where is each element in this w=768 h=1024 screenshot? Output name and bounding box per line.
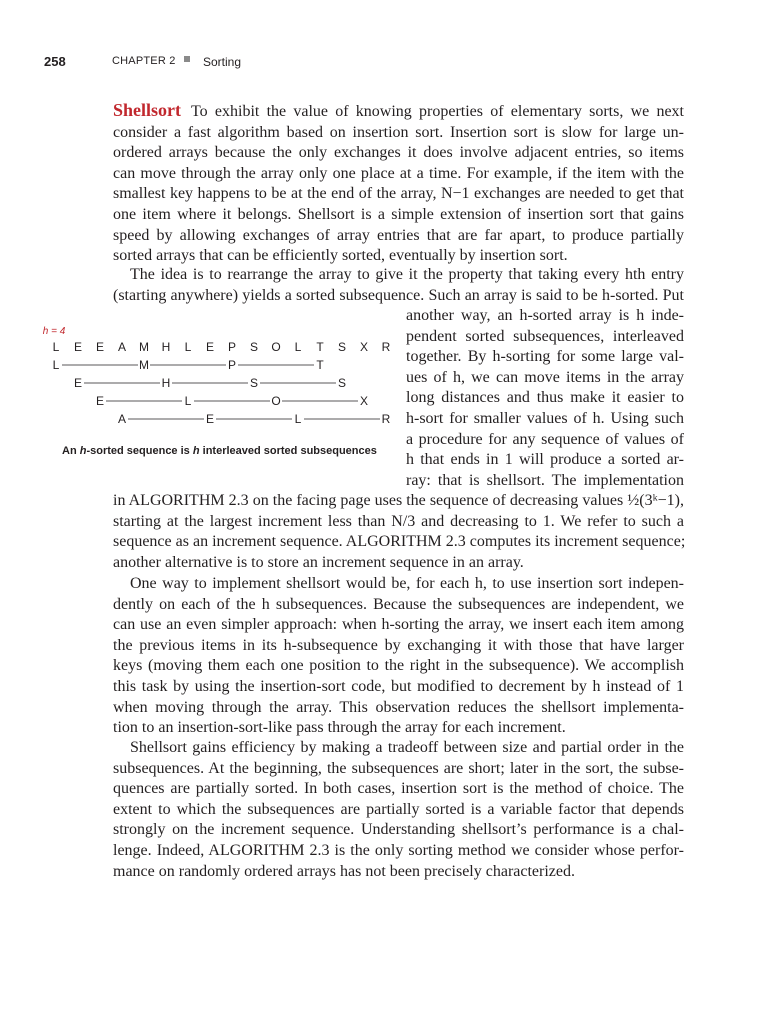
subsequence-element: R bbox=[381, 412, 391, 426]
text-line: Shellsort gains efficiency by making a tradeoff between size and partial order in the bbox=[130, 739, 684, 756]
array-element: S bbox=[249, 340, 259, 354]
array-element: L bbox=[294, 340, 302, 354]
subsequence-element: H bbox=[161, 376, 171, 390]
text-line: tion to an insertion-sort-like pass through the array for each increment. bbox=[113, 719, 566, 737]
h-sorted-figure bbox=[40, 322, 400, 462]
subsequence-element: L bbox=[52, 358, 60, 372]
array-element: A bbox=[117, 340, 127, 354]
text-line: h-sort for smaller values of h. Using such bbox=[406, 409, 684, 427]
subsequence-element: E bbox=[95, 394, 105, 408]
paragraph-implementation bbox=[113, 574, 684, 739]
chapter-label: CHAPTER 2 bbox=[112, 55, 176, 67]
subsequence-element: S bbox=[337, 376, 347, 390]
text-line: (starting anywhere) yields a sorted subsequence. Such an array is said to be h-sorted. Put bbox=[113, 286, 684, 304]
array-element: E bbox=[205, 340, 215, 354]
array-element: L bbox=[52, 340, 60, 354]
text-line: sorted arrays that can be efficiently sorted, eventually by insertion sort. bbox=[113, 247, 568, 265]
paragraph-shellsort-intro bbox=[113, 100, 684, 267]
text-line: a procedure for any sequence of values of bbox=[406, 430, 684, 448]
array-element: P bbox=[227, 340, 237, 354]
text-line: subsequences. At the beginning, the subsequences are short; later in the sort, the subse- bbox=[113, 759, 684, 777]
subsequence-element: S bbox=[249, 376, 259, 390]
subsequence-element: A bbox=[117, 412, 127, 426]
text-line: extent to which the subsequences are partially sorted is a variable factor that depends bbox=[113, 800, 684, 818]
text-line: mance on randomly ordered arrays has not been precisely characterized. bbox=[113, 862, 575, 880]
text-line: when moving through the array. This observation reduces the shellsort implementa- bbox=[113, 698, 684, 716]
page-number: 258 bbox=[44, 54, 66, 69]
section-label: Sorting bbox=[203, 55, 242, 69]
text-line: pendent sorted subsequences, interleaved bbox=[406, 327, 684, 345]
array-element: X bbox=[359, 340, 369, 354]
paragraph-h-sorted bbox=[113, 265, 684, 306]
run-in-heading: Shellsort bbox=[113, 100, 182, 120]
array-element: M bbox=[139, 340, 149, 354]
array-element: E bbox=[95, 340, 105, 354]
text-line: strongly on the increment sequence. Understanding shellsort’s performance is a chal- bbox=[113, 821, 684, 839]
text-line: another way, an h-sorted array is h inde- bbox=[406, 307, 684, 324]
text-line: ues of h, we can move items in the array bbox=[406, 368, 684, 386]
subsequence-element: X bbox=[359, 394, 369, 408]
text-line: smallest key happens to be at the end of the array, N−1 exchanges are needed to get that bbox=[113, 185, 684, 203]
array-element: O bbox=[271, 340, 281, 354]
array-element: E bbox=[73, 340, 83, 354]
running-head bbox=[44, 54, 704, 74]
text-line: Shellsort To exhibit the value of knowing properties of elementary sorts, we next bbox=[113, 100, 684, 120]
paragraph-increment-sequence bbox=[113, 491, 684, 573]
text-line: the previous items in its h-subsequence by exchanging it with those that have larger bbox=[113, 636, 684, 654]
separator-square bbox=[184, 56, 190, 62]
subsequence-element: L bbox=[294, 412, 302, 426]
h-value-label: h = 4 bbox=[42, 326, 66, 337]
subsequence-element: M bbox=[139, 358, 149, 372]
text-line: keys (moving them each one position to the right in the subsequence). We accomplish bbox=[113, 657, 684, 675]
subsequence-element: P bbox=[227, 358, 237, 372]
paragraph-h-sorted-wrap bbox=[406, 306, 684, 491]
text-line: one item where it belongs. Shellsort is a simple extension of insertion sort that gains bbox=[113, 205, 684, 223]
text-line: quences are partially sorted. In both cases, insertion sort is the method of choice. The bbox=[113, 780, 684, 798]
h-sorted-diagram bbox=[40, 322, 400, 442]
subsequence-element: O bbox=[271, 394, 281, 408]
text-line: starting at the largest increment less than N/3 and decreasing to 1. We refer to such a bbox=[113, 512, 684, 530]
subsequence-element: E bbox=[205, 412, 215, 426]
array-element: S bbox=[337, 340, 347, 354]
text-line: One way to implement shellsort would be, for each h, to use insertion sort indepen- bbox=[130, 575, 684, 592]
text-line: together. By h-sorting for some large val- bbox=[406, 348, 684, 366]
text-line: ray: that is shellsort. The implementation bbox=[406, 471, 684, 489]
text-line: in ALGORITHM 2.3 on the facing page uses the sequence of decreasing values ½(3ᵏ−1), bbox=[113, 492, 684, 509]
text-line: can move through the array only one place at a time. For example, if the item with the bbox=[113, 164, 684, 182]
text-line: this task by using the insertion-sort code, but modified to decrement by h instead of 1 bbox=[113, 677, 684, 695]
text-line: can use an even simpler approach: when h-sorting the array, we insert each item among bbox=[113, 616, 684, 634]
text-line: lenge. Indeed, ALGORITHM 2.3 is the only sorting method we consider whose perfor- bbox=[113, 841, 684, 859]
text-line: long distances and thus make it easier to bbox=[406, 389, 684, 407]
text-line: consider a fast algorithm based on insertion sort. Insertion sort is slow for large un- bbox=[113, 123, 684, 141]
text-line: ordered arrays because the only exchanges it does involve adjacent entries, so items bbox=[113, 144, 684, 162]
array-element: R bbox=[381, 340, 391, 354]
text-line: sequence as an increment sequence. ALGORITHM 2.3 computes its increment sequence; bbox=[113, 533, 686, 551]
paragraph-efficiency bbox=[113, 738, 684, 882]
text-line: The idea is to rearrange the array to give it the property that taking every hth entry bbox=[130, 266, 684, 283]
text-line: dently on each of the h subsequences. Because the subsequences are independent, we bbox=[113, 595, 684, 613]
text-line: another alternative is to store an increment sequence in an array. bbox=[113, 553, 524, 571]
subsequence-element: T bbox=[316, 358, 324, 372]
array-element: T bbox=[316, 340, 324, 354]
array-element: H bbox=[161, 340, 171, 354]
array-element: L bbox=[184, 340, 192, 354]
text-line: speed by allowing exchanges of array entries that are far apart, to produce partially bbox=[113, 226, 684, 244]
subsequence-element: E bbox=[73, 376, 83, 390]
text-line: h that ends in 1 will produce a sorted ar- bbox=[406, 451, 684, 469]
subsequence-element: L bbox=[184, 394, 192, 408]
figure-caption: An h-sorted sequence is h interleaved sorted subsequences bbox=[62, 445, 377, 457]
